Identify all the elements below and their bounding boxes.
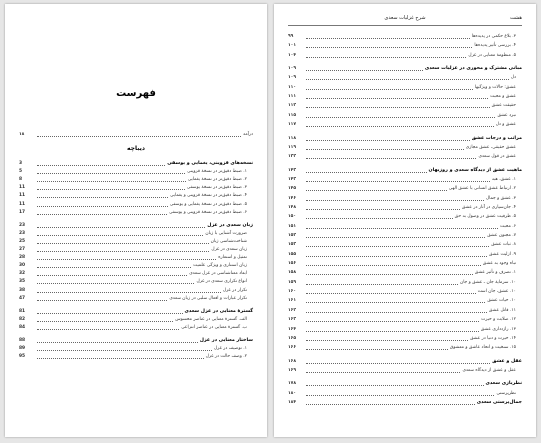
toc-leader: [306, 385, 484, 386]
toc-row: [288, 120, 522, 128]
toc-entry-page: ۱۴۸: [288, 204, 297, 210]
toc-row: [19, 245, 253, 253]
toc-entry-text: شناخت‌شناسی زبان: [210, 238, 247, 244]
toc-entry-page: 82: [19, 316, 26, 322]
toc-row: [288, 306, 522, 314]
toc-entry-text: ۱۵. سنخیت و اتحاد عاشق و معشوق: [449, 345, 516, 351]
toc-leader: [306, 107, 490, 108]
toc-entry-page: ۱۱۸: [288, 135, 297, 141]
toc-leader: [306, 149, 464, 150]
toc-entry-page: ۱۶۲: [288, 307, 297, 313]
toc-leader: [37, 181, 186, 182]
toc-entry-page: 11: [19, 185, 26, 191]
toc-leader: [37, 165, 165, 166]
toc-leader: [37, 214, 167, 215]
toc-row: [19, 191, 253, 199]
toc-entry-page: 28: [19, 255, 26, 261]
toc-leader: [306, 302, 485, 303]
toc-entry-page: ۱۱۵: [288, 112, 297, 118]
toc-entry-text: ۶. ضبط دقیق‌تر در نسخهٔ قزوینی و یوسفی: [169, 209, 247, 215]
toc-entry-text: انواع تکراری سعدی در غزل: [196, 279, 247, 285]
toc-leader: [306, 274, 473, 275]
toc-entry-text: ۱۰. عشق، جان است: [477, 289, 516, 295]
toc-row: [19, 307, 253, 315]
toc-entry-page: 30: [19, 263, 26, 269]
toc-leader: [306, 218, 453, 219]
toc-row: [19, 253, 253, 261]
toc-leader: [37, 235, 203, 236]
toc-entry-page: 23: [19, 230, 26, 236]
toc-leader: [37, 227, 205, 228]
running-head-page-number: هشت: [509, 15, 522, 21]
toc-leader: [306, 228, 498, 229]
toc-entry-page: 25: [19, 238, 26, 244]
toc-leader: [306, 237, 485, 238]
toc-row: [19, 277, 253, 285]
toc-entry-text: ۱۰. حیات عشق: [487, 298, 516, 304]
toc-row: [288, 379, 522, 387]
toc-entry-text: زبان استناری و ویژگی علمیت: [193, 263, 247, 269]
toc-row: [19, 315, 253, 323]
toc-entry-text: حقیقت عشق: [491, 103, 516, 109]
toc-leader: [306, 47, 472, 48]
toc-row: [288, 92, 522, 100]
toc-entry-text: ۸. ثبات عشق: [491, 242, 516, 248]
toc-entry-text: درآمد: [243, 132, 253, 137]
toc-row: [19, 323, 253, 331]
toc-entry-text: عقل و عشق: [492, 358, 522, 364]
toc-entry-page: ۱۶۱: [288, 298, 297, 304]
toc-entry-page: 3: [19, 161, 23, 166]
toc-row-preface: [19, 130, 253, 138]
toc-entry-page: 47: [19, 295, 26, 301]
toc-row: [288, 152, 522, 160]
toc-entry-page: ۱۶۶: [288, 345, 297, 351]
toc-row: [288, 398, 522, 406]
toc-row: [19, 200, 253, 208]
toc-entry-page: ۱۵۸: [288, 270, 297, 276]
toc-entry-text: ۱۲. صلابت و حیرت: [481, 317, 516, 323]
toc-row: [288, 32, 522, 40]
toc-entry-page: ۱۷۸: [288, 381, 297, 387]
toc-leader: [37, 206, 168, 207]
toc-entry-page: ۱۴۳: [288, 176, 297, 182]
toc-leader: [37, 197, 168, 198]
toc-leader: [306, 312, 487, 313]
toc-leader: [306, 158, 476, 159]
toc-entry-text: ۱. عشق، هبه: [491, 176, 516, 182]
toc-entry-text: نظرپرستی: [496, 390, 516, 396]
toc-row: [288, 315, 522, 323]
toc-leader: [306, 172, 427, 173]
toc-leader: [37, 321, 173, 322]
toc-entry-page: ۱۶۵: [288, 335, 297, 341]
toc-entry-page: ۱۰۴: [288, 52, 297, 58]
toc-entry-text: نبرد عشق: [497, 112, 516, 118]
toc-entry-text: عشق حقیقی، عشق مجازی: [465, 144, 516, 150]
toc-entry-text: تکرار در غزل: [222, 287, 247, 293]
toc-entry-page: ۱۲۲: [288, 154, 297, 160]
toc-entry-text: ۹. ازلیت عشق: [488, 251, 516, 257]
toc-entry-page: ۱۸۴: [288, 399, 297, 405]
toc-leader: [306, 293, 476, 294]
toc-entry-text: ۱۴. حیرت و دنیا در عشق: [470, 335, 516, 341]
toc-leader: [37, 173, 185, 174]
toc-row: [288, 296, 522, 304]
toc-leader: [306, 209, 460, 210]
toc-entry-page: 81: [19, 308, 26, 314]
toc-entry-text: ۵. منظومهٔ معنایی در غزل: [468, 52, 516, 58]
toc-row: [288, 222, 522, 230]
toc-page-left: [5, 4, 267, 437]
toc-entry-text: ۳. ضبط دقیق‌تر در نسخهٔ یوسفی: [186, 185, 247, 191]
toc-leader: [306, 190, 447, 191]
toc-entry-page: ۱۶۳: [288, 317, 297, 323]
toc-leader: [37, 358, 204, 359]
toc-row: [288, 111, 522, 119]
toc-entry-text: زبان سعدی در غزل: [207, 222, 253, 228]
toc-row: [19, 352, 253, 360]
toc-row: [288, 143, 522, 151]
toc-leader: [306, 363, 490, 364]
toc-row: [288, 64, 522, 72]
toc-entry-text: تباه وجود به عشق: [482, 261, 516, 267]
toc-entry-text: عشق: حالات و ویژگیها: [474, 84, 516, 90]
toc-entry-page: ۱۵۲: [288, 233, 297, 238]
toc-entry-page: 84: [19, 324, 26, 330]
toc-entry-text: الف. گسترهٔ معنایی در عناصر محسوس: [175, 316, 247, 322]
toc-entry-page: ۱۶۸: [288, 358, 297, 364]
toc-leader: [306, 340, 468, 341]
toc-entry-text: نظربازی سعدی: [485, 381, 522, 387]
toc-leader: [306, 331, 479, 332]
toc-leader: [37, 350, 212, 351]
toc-row: [288, 41, 522, 49]
toc-row: [19, 183, 253, 191]
toc-leader: [306, 70, 423, 71]
toc-entry-page: ۱۵۰: [288, 214, 297, 220]
toc-row: [19, 167, 253, 175]
toc-entry-text: ۴. جان‌سپاری در آثار در عشق: [461, 204, 516, 210]
toc-leader: [37, 329, 179, 330]
toc-row: [288, 325, 522, 333]
toc-entry-text: ۱. توصیف در غزل: [213, 346, 247, 352]
toc-row: [288, 250, 522, 258]
toc-entry-page: 23: [19, 222, 26, 228]
toc-entry-text: عقل و عشق از دیدگاه سعدی: [462, 367, 516, 373]
toc-leader: [37, 283, 194, 284]
toc-entry-text: گسترهٔ معنایی در غزل سعدی: [184, 308, 253, 314]
toc-row: [288, 212, 522, 220]
toc-entry-text: ۱. تصرف و تأثیر عشق: [474, 270, 516, 276]
toc-entry-text: جمال‌پرستی سعدی: [476, 399, 522, 405]
toc-entry-text: مبانی مشترک و محوری در غزلیات سعدی: [424, 66, 522, 72]
toc-leader: [306, 117, 495, 118]
toc-entry-page: ۱۰۹: [288, 75, 297, 81]
toc-page-right: [274, 4, 536, 437]
toc-row: [288, 268, 522, 276]
toc-entry-text: ۳. عشق و جمال: [485, 195, 516, 201]
toc-leader: [37, 275, 187, 276]
toc-row: [288, 194, 522, 202]
toc-entry-page: ۱۱۷: [288, 122, 297, 128]
toc-entry-page: ۱۵۹: [288, 279, 297, 285]
toc-row: [288, 51, 522, 59]
toc-row: [19, 336, 253, 344]
toc-entry-text: ب. گسترهٔ معنایی در عناصر انتزاعی: [181, 324, 247, 330]
toc-row: [19, 286, 253, 294]
toc-row: [19, 261, 253, 269]
toc-entry-page: ۱۵۳: [288, 242, 297, 248]
toc-row: [288, 134, 522, 142]
toc-title: فهرست: [116, 88, 156, 99]
toc-row: [288, 203, 522, 211]
toc-entry-text: تکرار عبارات و افعال سلبی در زبان سعدی: [169, 295, 247, 301]
toc-entry-text: ۱۳. رازدداری عشق: [480, 326, 516, 332]
toc-row: [288, 259, 522, 267]
toc-entry-page: ۱۰۱: [288, 43, 297, 49]
toc-leader: [306, 181, 490, 182]
toc-leader: [306, 349, 448, 350]
toc-leader: [37, 313, 183, 314]
toc-entry-page: 35: [19, 279, 26, 285]
toc-leader: [306, 57, 466, 58]
toc-row: [19, 229, 253, 237]
toc-entry-page: ۱۵۱: [288, 223, 297, 229]
toc-row: [288, 357, 522, 365]
toc-entry-page: 27: [19, 247, 26, 252]
toc-entry-page: ۱۸۰: [288, 390, 297, 396]
toc-entry-text: ۷. مجنون عشق: [487, 233, 516, 238]
toc-entry-page: ۱۱۰: [288, 84, 297, 90]
toc-leader: [306, 200, 484, 201]
toc-section-heading: دیباچه: [127, 145, 145, 152]
toc-entry-text: عشق و دل: [495, 122, 516, 128]
toc-entry-page: 8: [19, 177, 23, 183]
toc-entry-page: ۱۵۵: [288, 251, 297, 257]
toc-entry-page: ۱۱۱: [288, 94, 297, 100]
toc-entry-page: 11: [19, 201, 26, 207]
toc-leader: [306, 395, 494, 396]
toc-leader: [37, 259, 216, 260]
toc-entry-page: ۱۶۹: [288, 367, 297, 373]
running-header: [288, 13, 522, 26]
toc-row: [288, 175, 522, 183]
toc-entry-page: ۱۴۳: [288, 167, 297, 173]
toc-entry-page: ۱۱۲: [288, 103, 297, 109]
toc-entry-text: ۱۱. قاتل عشق: [488, 307, 516, 313]
toc-row: [19, 221, 253, 229]
toc-entry-text: ابعاد معناشناسی در غزل سعدی: [189, 271, 247, 277]
toc-row: [288, 184, 522, 192]
toc-row: [288, 334, 522, 342]
toc-entry-page: ۱۱۹: [288, 144, 297, 150]
toc-entry-text: تمثیل و استعاره: [218, 255, 247, 261]
toc-entry-text: دل: [510, 75, 516, 81]
toc-entry-page: ۱۰۹: [288, 66, 297, 72]
toc-leader: [306, 265, 481, 266]
toc-entry-text: ۴. بررسی تأثیر پدیده‌ها: [474, 43, 516, 49]
toc-row: [19, 175, 253, 183]
toc-entry-text: عشق در قول سعدی: [478, 154, 516, 160]
toc-entry-page: ۱۴۵: [288, 186, 297, 192]
toc-row: [19, 269, 253, 277]
toc-leader: [306, 246, 489, 247]
toc-entry-page: ۱۵۶: [288, 261, 297, 267]
toc-entry-page: 11: [19, 193, 26, 199]
toc-row: [288, 389, 522, 397]
toc-row: [288, 287, 522, 295]
toc-row: [19, 237, 253, 245]
toc-row: [288, 231, 522, 239]
toc-leader: [306, 38, 470, 39]
toc-leader: [37, 267, 191, 268]
toc-entry-text: ۱. ضبط دقیق‌تر در نسخهٔ قزوینی: [187, 169, 247, 175]
toc-row: [288, 343, 522, 351]
toc-entry-text: زبان سعدی در غزل: [211, 247, 247, 252]
toc-entry-text: عشق و محبت: [490, 94, 516, 100]
toc-entry-page: 89: [19, 346, 26, 352]
toc-row: [19, 208, 253, 216]
toc-row: [288, 73, 522, 81]
toc-leader: [306, 89, 473, 90]
toc-entry-text: ۳. بلاغ حکمی در پدیده‌ها: [471, 34, 516, 39]
toc-entry-page: ۱۶۰: [288, 289, 297, 295]
toc-row: [19, 159, 253, 167]
toc-row: [288, 101, 522, 109]
toc-entry-page: ۱۴۶: [288, 195, 297, 201]
toc-entry-page: 88: [19, 338, 26, 343]
toc-leader: [37, 342, 198, 343]
toc-leader: [306, 79, 509, 80]
toc-entry-text: مراتب و درجات عشق: [471, 135, 522, 141]
toc-entry-page: 32: [19, 271, 26, 277]
toc-leader: [37, 243, 209, 244]
toc-leader: [37, 251, 209, 252]
toc-row: [19, 294, 253, 302]
toc-leader: [306, 256, 487, 257]
toc-entry-page: 5: [19, 169, 23, 175]
toc-leader: [306, 372, 460, 373]
toc-leader: [306, 126, 494, 127]
toc-entry-text: ۶. محبت: [500, 223, 516, 229]
toc-entry-page: ۱۸: [19, 132, 25, 137]
toc-leader: [37, 136, 241, 137]
toc-entry-page: ۹۹: [288, 34, 294, 39]
toc-leader: [37, 292, 221, 293]
toc-entry-text: ۵. ضبط دقیق‌تر در نسخهٔ یغمایی و یوسفی: [169, 201, 247, 207]
toc-leader: [306, 404, 475, 405]
toc-leader: [37, 189, 185, 190]
toc-entry-text: نسخه‌های قزوینی، یغمایی و یوسفی: [167, 161, 253, 166]
toc-row: [288, 83, 522, 91]
toc-row: [19, 344, 253, 352]
toc-leader: [306, 98, 488, 99]
toc-row: [288, 240, 522, 248]
toc-entry-page: ۱۶۴: [288, 326, 297, 332]
toc-entry-page: 95: [19, 354, 26, 360]
toc-entry-text: ۲. وصف حالت در غزل: [205, 354, 247, 360]
toc-leader: [306, 284, 458, 285]
running-head-title: شرح غزلیات سعدی: [384, 15, 426, 21]
toc-entry-page: 38: [19, 287, 26, 293]
toc-row: [288, 166, 522, 174]
toc-leader: [306, 140, 470, 141]
toc-entry-text: ۲. ارتباط عشق انسانی با عشق الهی: [448, 186, 516, 192]
toc-entry-text: ۴. ضبط دقیق‌تر در نسخهٔ قزوینی و یغمایی: [170, 193, 247, 199]
toc-leader: [306, 321, 479, 322]
toc-row: [288, 278, 522, 286]
toc-entry-text: ماهیت عشق از دیدگاه سعدی و روزبهان: [428, 167, 522, 173]
toc-entry-text: ساختار معنایی در غزل: [199, 338, 253, 343]
toc-entry-text: ۲. ضبط دقیق‌تر در نسخهٔ یغمایی: [187, 177, 247, 183]
toc-leader: [37, 300, 167, 301]
toc-entry-text: ۱۰. سرمایهٔ جان ـ عشق و جان: [459, 279, 516, 285]
toc-entry-text: ضرورت آشنایی با زبان: [205, 230, 247, 236]
toc-row: [288, 366, 522, 374]
toc-entry-text: ۵. ظرفیت عشق در وصول به حق: [454, 214, 516, 220]
toc-entry-page: 17: [19, 209, 26, 215]
